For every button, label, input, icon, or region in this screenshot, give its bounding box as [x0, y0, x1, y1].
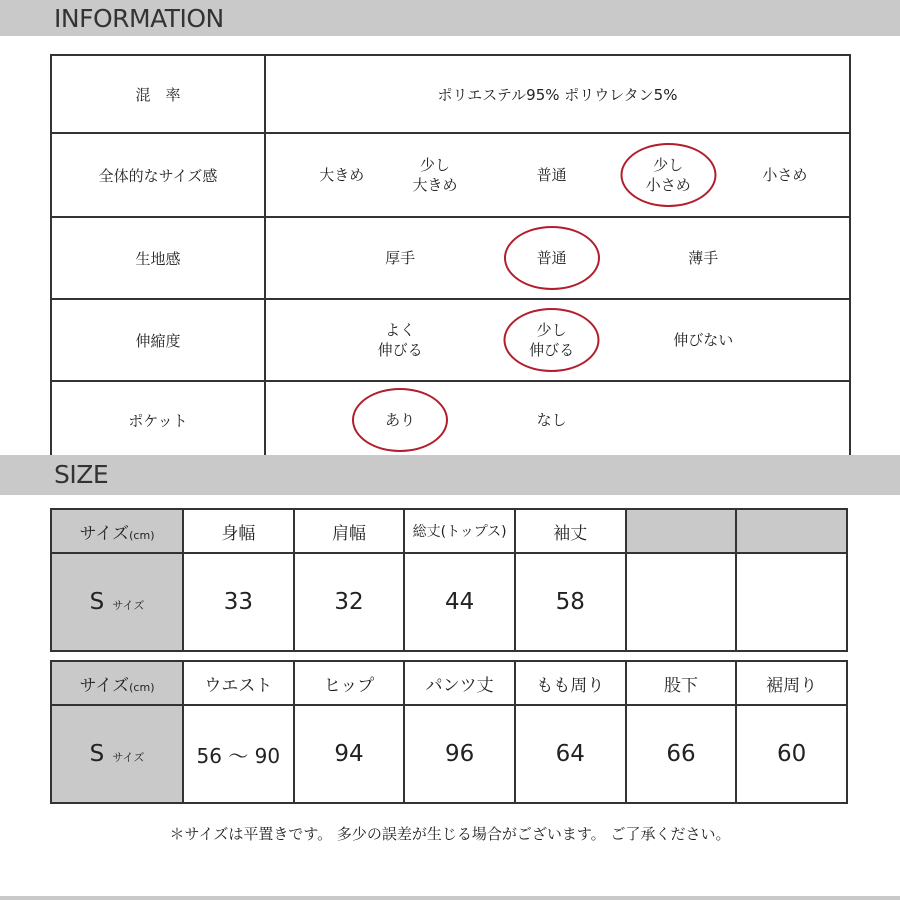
- pocket-label: ポケット: [51, 381, 265, 459]
- tops-size-table: [50, 508, 848, 652]
- stretch-row: [51, 299, 850, 381]
- fit-option-large: 大きめ: [319, 166, 365, 184]
- pants-value-hem: 60: [736, 705, 847, 803]
- information-title: INFORMATION: [54, 4, 224, 33]
- pants-size-table: [50, 660, 848, 804]
- pants-header-thigh: もも周り: [515, 661, 626, 705]
- pants-corner-label: サイズ: [79, 675, 130, 696]
- tops-size-label-cell: [51, 553, 183, 651]
- pants-header-hem: 裾周り: [736, 661, 847, 705]
- pocket-option-yes: あり: [385, 411, 416, 429]
- tops-value-empty-1: [626, 553, 737, 651]
- tops-value-shoulder-width: 32: [294, 553, 405, 651]
- pants-value-waist: 56 ～ 90: [183, 705, 294, 803]
- information-section-header: [0, 0, 900, 36]
- fabric-label: 生地感: [51, 217, 265, 299]
- stretch-option-very: よく 伸びる: [377, 321, 423, 359]
- pants-corner-unit: (cm): [129, 680, 155, 694]
- stretch-option-none: 伸びない: [673, 331, 734, 349]
- pocket-options: [265, 381, 850, 459]
- size-title: SIZE: [54, 460, 109, 489]
- fit-label: 全体的なサイズ感: [51, 133, 265, 217]
- tops-header-empty-1: [626, 509, 737, 553]
- pants-header-hip: ヒップ: [294, 661, 405, 705]
- pants-header-pants-length: パンツ丈: [404, 661, 515, 705]
- pants-header-inseam: 股下: [626, 661, 737, 705]
- tops-size-label: S: [89, 589, 105, 615]
- fit-row: [51, 133, 850, 217]
- pants-value-pants-length: 96: [404, 705, 515, 803]
- tops-header-shoulder-width: 肩幅: [294, 509, 405, 553]
- fabric-options: [265, 217, 850, 299]
- tops-header-empty-2: [736, 509, 847, 553]
- tops-header-body-width: 身幅: [183, 509, 294, 553]
- tops-corner-label: サイズ: [79, 523, 130, 544]
- stretch-option-slight: 少し 伸びる: [529, 321, 575, 359]
- fit-option-small: 小さめ: [762, 166, 808, 184]
- tops-size-suffix: サイズ: [112, 599, 145, 612]
- tops-header-row: [51, 509, 847, 553]
- bottom-divider: [0, 896, 900, 900]
- pants-value-inseam: 66: [626, 705, 737, 803]
- fit-option-slightly-small: 少し 小さめ: [645, 156, 691, 194]
- tops-value-empty-2: [736, 553, 847, 651]
- tops-corner-cell: [51, 509, 183, 553]
- fabric-option-thin: 薄手: [688, 249, 719, 267]
- tops-corner-unit: (cm): [129, 528, 155, 542]
- tops-header-sleeve-length: 袖丈: [515, 509, 626, 553]
- size-section-header: [0, 455, 900, 495]
- composition-label: 混 率: [51, 55, 265, 133]
- fabric-row: [51, 217, 850, 299]
- information-table: [50, 54, 851, 460]
- pants-value-hip: 94: [294, 705, 405, 803]
- stretch-label: 伸縮度: [51, 299, 265, 381]
- tops-value-total-length: 44: [404, 553, 515, 651]
- pants-value-thigh: 64: [515, 705, 626, 803]
- tops-value-sleeve-length: 58: [515, 553, 626, 651]
- fit-option-slightly-large: 少し 大きめ: [412, 156, 458, 194]
- fit-option-normal: 普通: [536, 166, 567, 184]
- tops-value-body-width: 33: [183, 553, 294, 651]
- composition-row: [51, 55, 850, 133]
- pants-corner-cell: [51, 661, 183, 705]
- fit-options: [265, 133, 850, 217]
- pants-header-waist: ウエスト: [183, 661, 294, 705]
- composition-value: ポリエステル95% ポリウレタン5%: [437, 85, 678, 104]
- pocket-option-no: なし: [536, 411, 567, 429]
- fabric-option-thick: 厚手: [385, 249, 416, 267]
- pants-header-row: [51, 661, 847, 705]
- pants-size-label: S: [89, 741, 105, 767]
- pants-size-suffix: サイズ: [112, 751, 145, 764]
- pants-values-row: [51, 705, 847, 803]
- stretch-options: [265, 299, 850, 381]
- tops-values-row: [51, 553, 847, 651]
- composition-value-cell: [265, 55, 850, 133]
- pants-size-label-cell: [51, 705, 183, 803]
- pocket-row: [51, 381, 850, 459]
- tops-header-total-length: 総丈(トップス): [404, 509, 515, 553]
- fabric-option-normal: 普通: [536, 249, 567, 267]
- footnote: ＊サイズは平置きです。 多少の誤差が生じる場合がございます。 ご了承ください。: [169, 825, 731, 843]
